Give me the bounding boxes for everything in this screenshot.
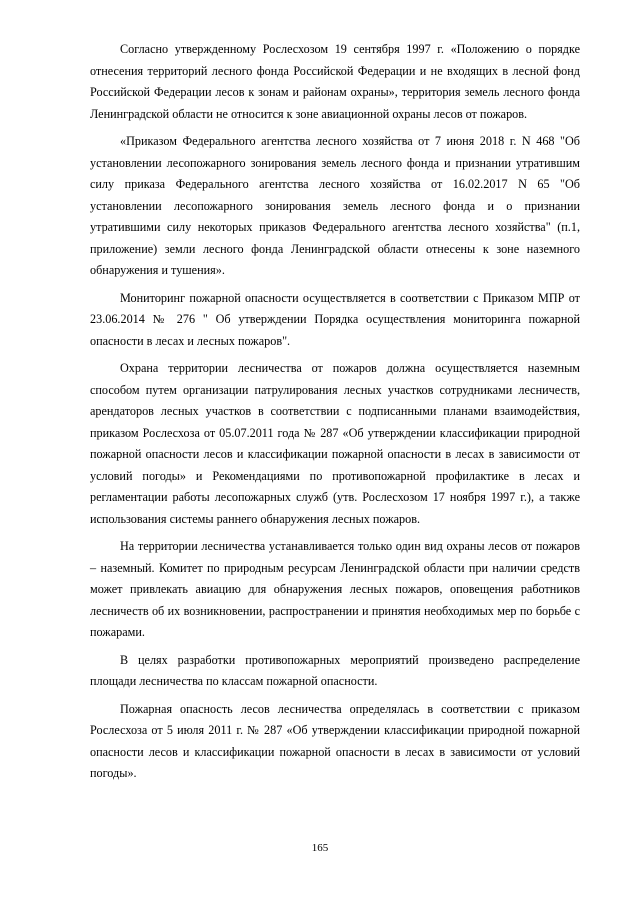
paragraph-protection-type: На территории лесничества устанавливается только один вид охраны лесов от пожаров – наземный. Комитет по природным ресурсам Ленинградской области при наличии средств может привлекать авиацию для обнаружения лесных пожаров, оповещения работников лесничеств об их возникновении, распространении и принятия необходимых мер по борьбе с пожарами.	[90, 539, 580, 639]
paragraph-fire-monitoring: Мониторинг пожарной опасности осуществляется в соответствии с Приказом МПР от 23.06.2014 № 276 " Об утверждении Порядка осуществления мониторинга пожарной опасности в лесах и лесных пожаров".	[90, 290, 580, 348]
paragraph-fire-classes: В целях разработки противопожарных мероприятий произведено распределение площади лесничества по классам пожарной опасности.	[90, 652, 580, 688]
paragraph-fire-hazard-order: Пожарная опасность лесов лесничества определялась в соответствии с приказом Рослесхоза от 5 июля 2011 г. № 287 «Об утверждении классификации природной пожарной опасности лесов и классификации пожарной опасности в лесах в зависимости от условий погоды».	[90, 701, 580, 780]
paragraph-fire-zoning-order: «Приказом Федерального агентства лесного хозяйства от 7 июня 2018 г. N 468 "Об установлении лесопожарного зонирования земель лесного фонда и признании утратившим силу приказа Федерального агентства лесного хозяйства от 16.02.2017 N 65 "Об установлении лесопожарного зонирования земель лесного фонда и о признании утратившими силу некоторых приказов Федерального агентства лесного хозяйства" (п.1, приложение) земли лесного фонда Ленинградской области отнесены к зоне наземного обнаружения и тушения».	[90, 134, 580, 277]
page-number: 165	[311, 842, 329, 854]
body-text	[90, 39, 580, 791]
paragraph-ground-protection: Охрана территории лесничества от пожаров должна осуществляется наземным способом путем организации патрулирования лесных участков сотрудниками лесничеств, арендаторов лесных участков в соответствии с подписанными планами взаимодействия, приказом Рослесхоза от 05.07.2011 года № 287 «Об утверждении классификации природной пожарной опасности лесов и классификации пожарной опасности в лесах в зависимости от условий погоды» и Рекомендациями по противопожарной профилактике в лесах и регламентации работы лесопожарных служб (утв. Рослесхозом 17 ноября 1997 г.), а также использования системы раннего обнаружения лесных пожаров.	[90, 361, 580, 526]
paragraph-air-protection-zone: Согласно утвержденному Рослесхозом 19 сентября 1997 г. «Положению о порядке отнесения территорий лесного фонда Российской Федерации и не входящих в лесной фонд Российской Федерации лесов к зонам и районам охраны», территория земель лесного фонда Ленинградской области не относится к зоне авиационной охраны лесов от пожаров.	[90, 42, 580, 121]
